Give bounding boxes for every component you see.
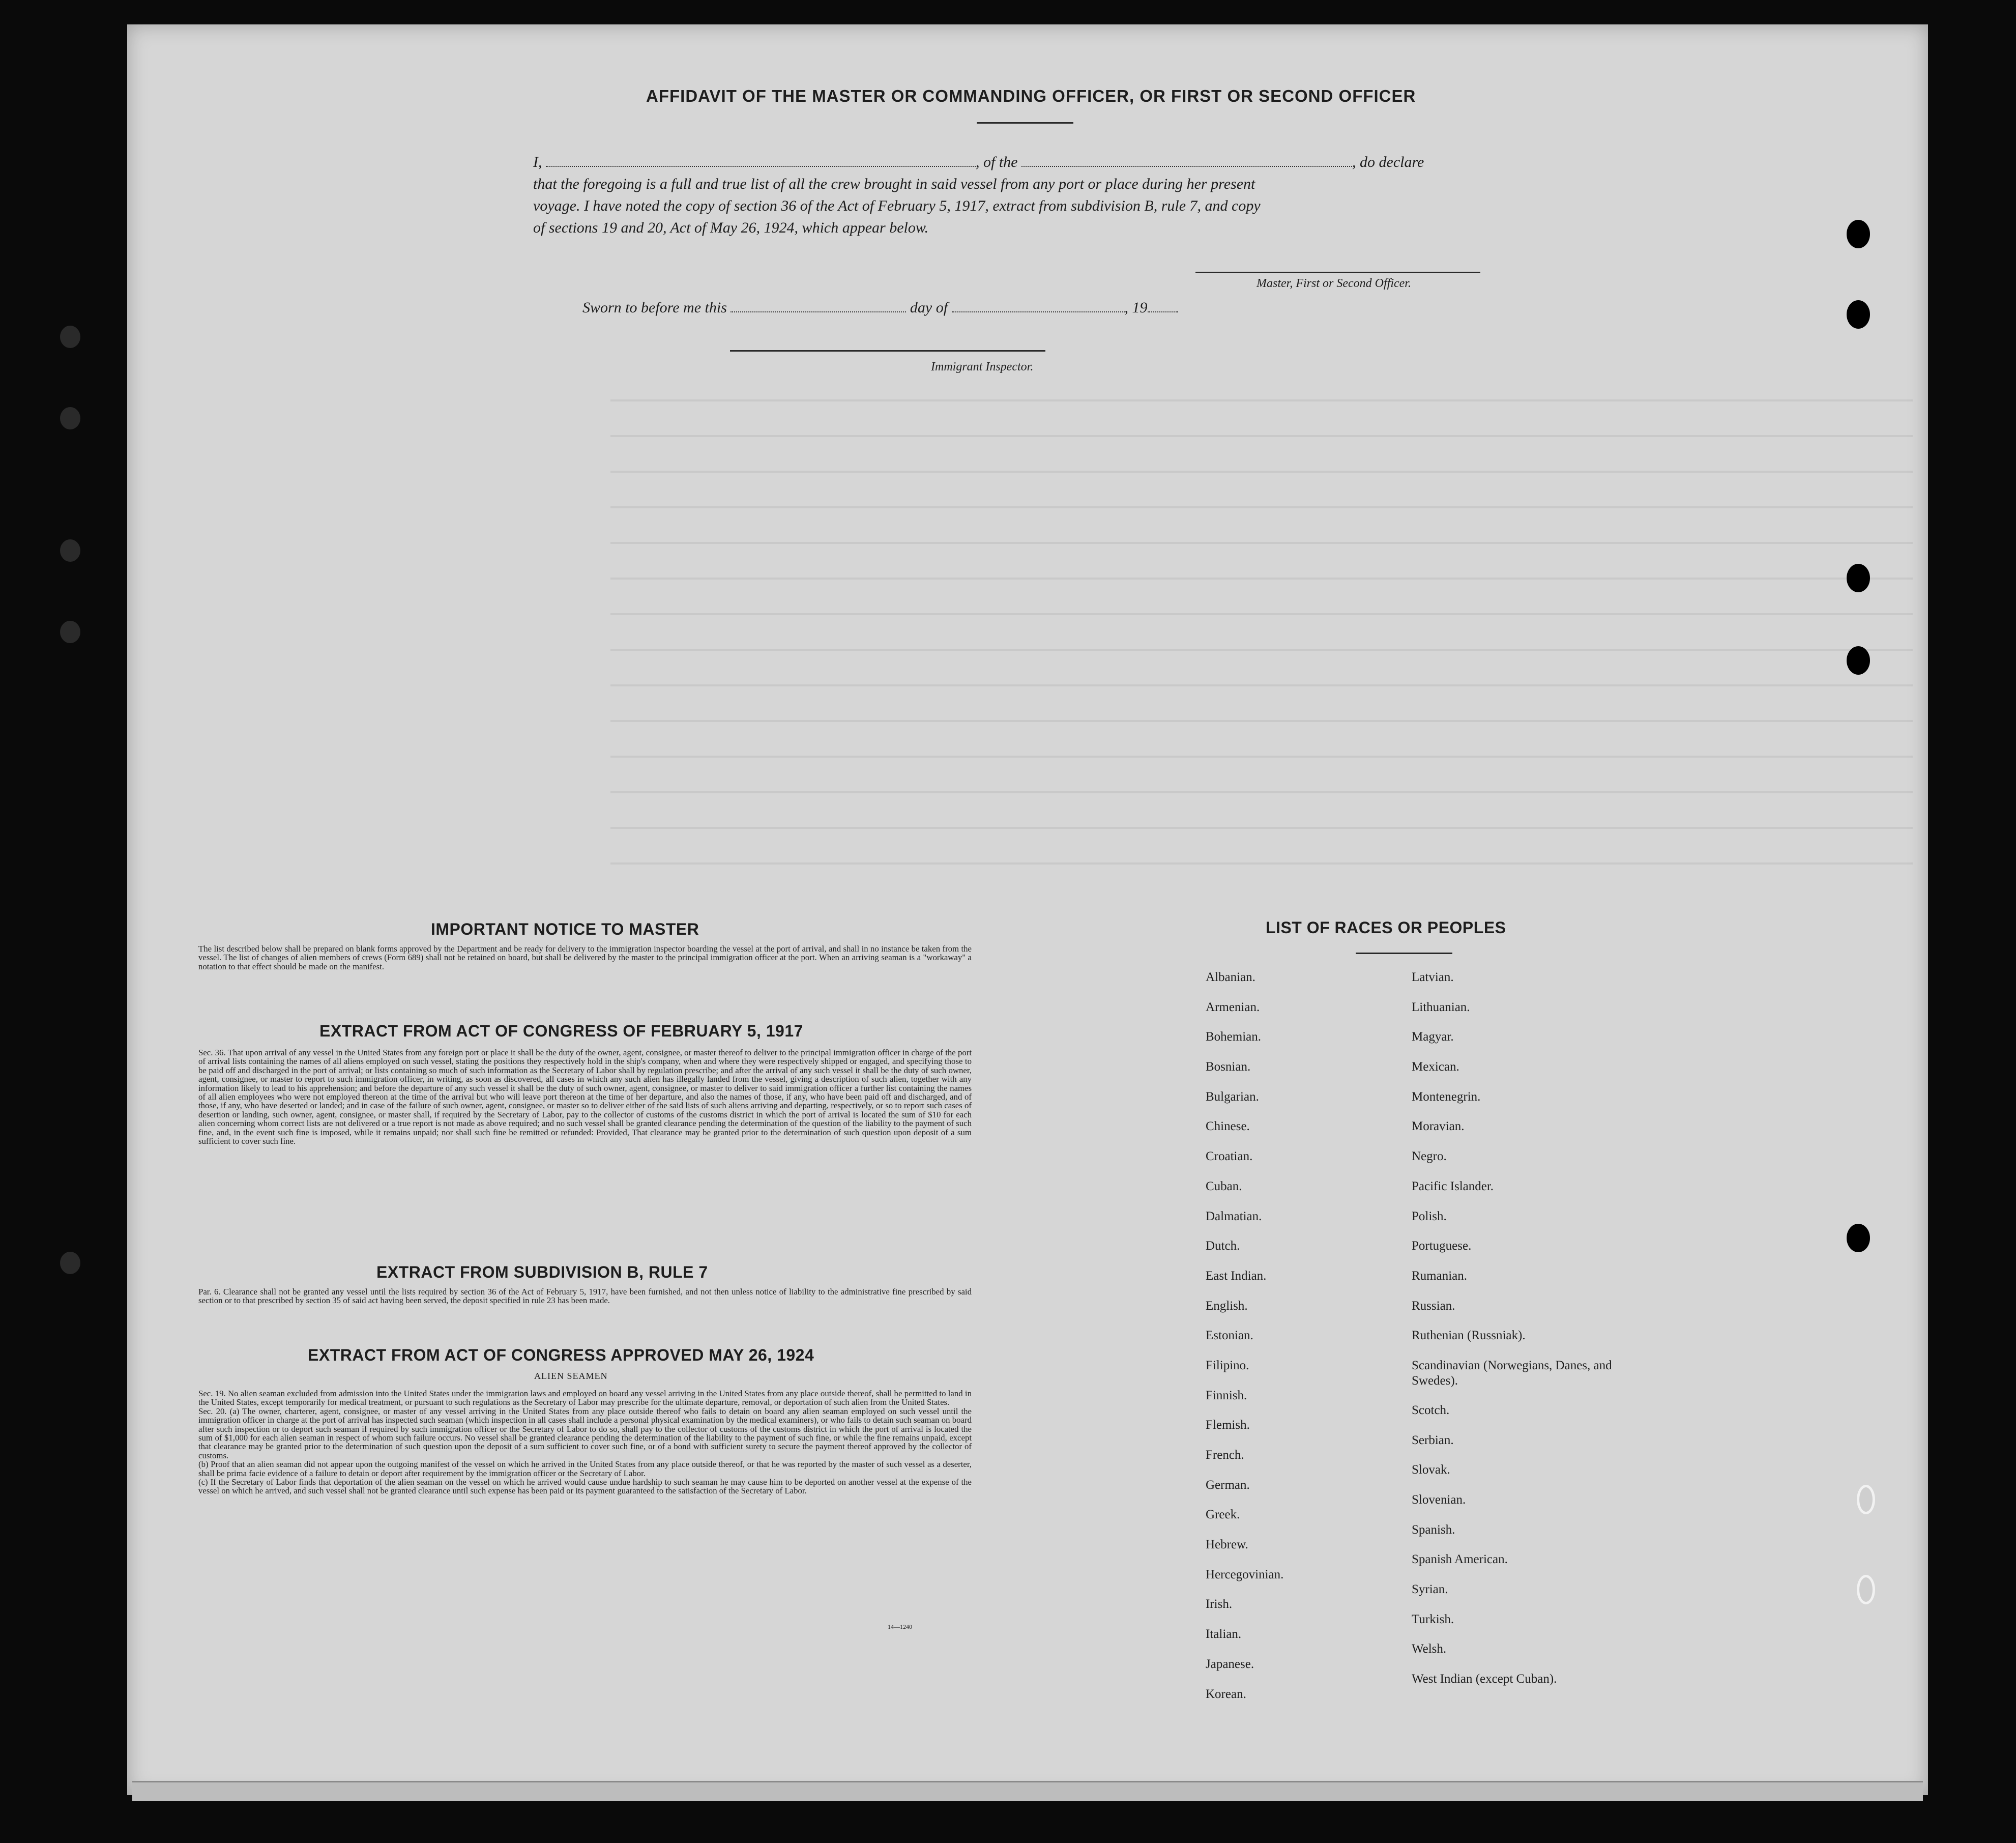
bleed-through-line xyxy=(610,756,1913,758)
race-item: Scandinavian (Norwegians, Danes, and Swedes). xyxy=(1412,1358,1612,1388)
race-item: Flemish. xyxy=(1206,1418,1250,1432)
alien-seamen-subheading: ALIEN SEAMEN xyxy=(534,1371,608,1381)
sworn-day-blank[interactable] xyxy=(731,309,906,312)
ring-hole xyxy=(1857,1575,1875,1604)
race-item: Spanish. xyxy=(1412,1522,1455,1537)
race-item: Serbian. xyxy=(1412,1433,1454,1447)
bleed-through-line xyxy=(610,862,1913,865)
inspector-signature-label: Immigrant Inspector. xyxy=(931,360,1034,373)
race-item: Dalmatian. xyxy=(1206,1209,1262,1223)
vessel-blank[interactable] xyxy=(1021,164,1352,167)
section-20a: Sec. 20. (a) The owner, charterer, agent, consignee, or master of any vessel arriving in the United States from any place outside thereof who fails to detain on board any alien seaman employed on such vessel until the immigration officer in charge at the port of arrival has inspected such seaman (which inspection in all cases shall include a personal physical examination by the medical examiners), or who fails to detain such seaman on board after such inspection or to deport such seaman if required by such immigration officer or the Secretary of Labor to do so, shall pay to the collector of customs of the customs district in which the port of arrival is located the sum of $1,000 for each alien seaman in respect of whom such failure occurs. No vessel shall be granted clearance pending the determination of the liability to the payment of such fine, or while the fine remains unpaid, except that clearance may be granted prior to the determination of such question upon the deposit of a sum sufficient to cover such fine, or of a bond with sufficient surety to secure the payment thereof approved by the collector of customs. xyxy=(198,1406,972,1460)
race-item: Moravian. xyxy=(1412,1119,1465,1134)
race-item: Turkish. xyxy=(1412,1612,1454,1626)
ring-hole xyxy=(1857,1485,1875,1514)
act-1917-heading: EXTRACT FROM ACT OF CONGRESS OF FEBRUARY 5, 1917 xyxy=(319,1022,803,1040)
race-item: Bohemian. xyxy=(1206,1030,1262,1044)
bleed-through-line xyxy=(610,471,1913,473)
name-blank[interactable] xyxy=(546,164,976,167)
margin-hole xyxy=(60,539,80,562)
races-underline xyxy=(1356,953,1452,954)
margin-hole xyxy=(60,326,80,348)
section-19: Sec. 19. No alien seaman excluded from admission into the United States under the immigration laws and employed on board any vessel arriving in the United States from any place outside thereof, shall be permitted to land in the United States, except temporarily for medical treatment, or pursuant to such regulations as the Secretary of Labor may prescribe for the ultimate departure, removal, or deportation of such alien from the United States. xyxy=(198,1389,972,1407)
act-1924-heading: EXTRACT FROM ACT OF CONGRESS APPROVED MAY 26, 1924 xyxy=(308,1346,814,1364)
document-page xyxy=(127,24,1928,1795)
race-item: Magyar. xyxy=(1412,1030,1454,1044)
act-1924-body xyxy=(198,1389,972,1495)
race-item: Korean. xyxy=(1206,1687,1246,1701)
affidavit-line-1 xyxy=(533,154,1424,171)
races-heading: LIST OF RACES OR PEOPLES xyxy=(1266,918,1506,937)
affidavit-line-2: that the foregoing is a full and true list of all the crew brought in said vessel from any port or place during her present xyxy=(533,176,1255,192)
race-item: Russian. xyxy=(1412,1299,1455,1313)
bleed-through-line xyxy=(610,506,1913,508)
race-item: Mexican. xyxy=(1412,1060,1459,1074)
race-item: Dutch. xyxy=(1206,1239,1240,1253)
race-item: West Indian (except Cuban). xyxy=(1412,1672,1557,1686)
bleed-through-line xyxy=(610,542,1913,544)
race-item: Latvian. xyxy=(1412,970,1454,984)
race-item: East Indian. xyxy=(1206,1269,1267,1283)
race-item: English. xyxy=(1206,1299,1248,1313)
affidavit-i-label: I, xyxy=(533,154,542,170)
bleed-through-line xyxy=(610,791,1913,793)
race-item: French. xyxy=(1206,1448,1244,1462)
margin-hole xyxy=(60,1252,80,1274)
section-20b: (b) Proof that an alien seaman did not appear upon the outgoing manifest of the vessel on which he arrived in the United States from any place outside thereof, or that he was reported by the master of such vessel as a deserter, shall be prima facie evidence of a failure to detain or deport after requirement by the immigration officer or the Secretary of Labor. xyxy=(198,1459,972,1478)
race-item: Slovak. xyxy=(1412,1463,1450,1477)
master-signature-label: Master, First or Second Officer. xyxy=(1257,277,1411,290)
affidavit-line-3: voyage. I have noted the copy of section 36 of the Act of February 5, 1917, extract from subdivision B, rule 7, and copy xyxy=(533,197,1261,214)
bleed-through-line xyxy=(610,720,1913,722)
sworn-year-blank[interactable] xyxy=(1148,309,1178,312)
rule-7-heading: EXTRACT FROM SUBDIVISION B, RULE 7 xyxy=(376,1263,708,1281)
bleed-through-line xyxy=(610,827,1913,829)
races-list-left xyxy=(1206,970,1283,1716)
of-the-label: , of the xyxy=(976,154,1018,170)
race-item: Lithuanian. xyxy=(1412,1000,1470,1014)
sworn-line xyxy=(582,299,1178,316)
race-item: Filipino. xyxy=(1206,1358,1249,1372)
race-item: Chinese. xyxy=(1206,1119,1250,1134)
affidavit-title: AFFIDAVIT OF THE MASTER OR COMMANDING OFFICER, OR FIRST OR SECOND OFFICER xyxy=(646,87,1416,105)
year-label: , 19 xyxy=(1124,299,1148,316)
punch-hole xyxy=(1847,220,1870,248)
form-number: 14—1240 xyxy=(888,1623,912,1630)
race-item: Cuban. xyxy=(1206,1179,1242,1193)
race-item: German. xyxy=(1206,1478,1250,1492)
race-item: Japanese. xyxy=(1206,1657,1254,1671)
race-item: Greek. xyxy=(1206,1508,1240,1522)
bleed-through-line xyxy=(610,684,1913,686)
act-1917-body: Sec. 36. That upon arrival of any vessel in the United States from any foreign port or place it shall be the duty of the owner, agent, consignee, or master thereof to deliver to the principal immigration officer in charge of the port of arrival lists containing the names of all aliens employed on such vessel, stating the positions they respectively hold in the ship's company, when and where they were respectively shipped or engaged, and specifying those to be paid off and discharged in the port of arrival; or lists containing so much of such information as the Secretary of Labor shall by regulation prescribe; and after the arrival of any such vessel it shall be the duty of such owner, agent, consignee, or master to report to such immigration officer, in writing, as soon as discovered, all cases in which any such alien has illegally landed from the vessel, giving a description of such alien, together with any information likely to lead to his apprehension; and before the departure of any such vessel it shall be the duty of such owner, agent, consignee, or master to deliver to said immigration officer a further list containing the names of all alien employees who were not employed thereon at the time of the arrival but who will leave port thereon at the time of her departure, and also the names of those, if any, who have been paid off and discharged, and of those, if any, who have deserted or landed; and in case of the failure of such owner, agent, consignee, or master so to deliver either of the said lists of such aliens arriving and departing, respectively, or so to report such cases of desertion or landing, such owner, agent, consignee, or master shall, if required by the Secretary of Labor, pay to the collector of customs of the customs district in which the port of arrival is located the sum of $10 for each alien concerning whom correct lists are not delivered or a true report is not made as above required; and no such vessel shall be granted clearance pending the determination of the question of the liability to the payment of such fine, and, in the event such fine is imposed, while it remains unpaid; nor shall such fine be remitted or refunded: Provided, That clearance may be granted prior to the determination of such question upon deposit of a sum sufficient to cover such fine. xyxy=(198,1048,972,1146)
race-item: Bulgarian. xyxy=(1206,1089,1259,1104)
punch-hole xyxy=(1847,564,1870,592)
race-item: Estonian. xyxy=(1206,1329,1253,1343)
race-item: Armenian. xyxy=(1206,1000,1260,1014)
sworn-month-blank[interactable] xyxy=(952,309,1125,312)
section-20c: (c) If the Secretary of Labor finds that deportation of the alien seaman on the vessel on which he arrived would cause undue hardship to such seaman he may cause him to be deported on another vessel at the expense of the vessel on which he arrived, and such vessel shall not be granted clearance until such expense has been paid or its payment guaranteed to the satisfaction of the Secretary of Labor. xyxy=(198,1477,972,1496)
bleed-through-line xyxy=(610,613,1913,615)
race-item: Montenegrin. xyxy=(1412,1089,1481,1104)
punch-hole xyxy=(1847,300,1870,329)
race-item: Portuguese. xyxy=(1412,1239,1472,1253)
race-item: Irish. xyxy=(1206,1597,1233,1611)
race-item: Pacific Islander. xyxy=(1412,1179,1494,1193)
sworn-label: Sworn to before me this xyxy=(582,299,727,316)
race-item: Albanian. xyxy=(1206,970,1255,984)
race-item: Rumanian. xyxy=(1412,1269,1468,1283)
title-underline xyxy=(977,122,1073,124)
races-list-right xyxy=(1412,970,1615,1702)
race-item: Croatian. xyxy=(1206,1149,1253,1164)
race-item: Spanish American. xyxy=(1412,1552,1508,1567)
punch-hole xyxy=(1847,1224,1870,1252)
race-item: Bosnian. xyxy=(1206,1060,1251,1074)
margin-hole xyxy=(60,621,80,643)
inspector-signature-line[interactable] xyxy=(730,350,1045,352)
day-of-label: day of xyxy=(910,299,948,316)
affidavit-line-4: of sections 19 and 20, Act of May 26, 1924, which appear below. xyxy=(533,219,929,236)
notice-body: The list described below shall be prepared on blank forms approved by the Department and be ready for delivery to the immigration inspector boarding the vessel at the port of arrival, and shall in no instance be taken from the vessel. The list of changes of alien members of crews (Form 689) shall not be retained on board, but shall be delivered by the master to the principal immigration officer at the port. When an arriving seaman is a "workaway" a notation to that effect should be made on the manifest. xyxy=(198,944,972,971)
page-bottom-edge xyxy=(132,1781,1923,1801)
race-item: Hercegovinian. xyxy=(1206,1567,1284,1581)
bleed-through-line xyxy=(610,399,1913,401)
bleed-through-line xyxy=(610,578,1913,580)
race-item: Ruthenian (Russniak). xyxy=(1412,1329,1526,1343)
rule-7-body: Par. 6. Clearance shall not be granted any vessel until the lists required by section 36 of the Act of February 5, 1917, have been furnished, and not then unless notice of liability to the administrative fine prescribed by said section or to that prescribed by section 35 of said act having been served, the deposit specified in rule 23 has been made. xyxy=(198,1287,972,1306)
race-item: Finnish. xyxy=(1206,1388,1247,1402)
race-item: Polish. xyxy=(1412,1209,1447,1223)
race-item: Slovenian. xyxy=(1412,1493,1466,1507)
bleed-through-line xyxy=(610,435,1913,437)
punch-hole xyxy=(1847,646,1870,675)
race-item: Syrian. xyxy=(1412,1582,1448,1597)
bleed-through-line xyxy=(610,649,1913,651)
race-item: Italian. xyxy=(1206,1627,1242,1642)
race-item: Hebrew. xyxy=(1206,1538,1248,1552)
race-item: Scotch. xyxy=(1412,1403,1450,1417)
notice-heading: IMPORTANT NOTICE TO MASTER xyxy=(431,920,699,938)
master-signature-line[interactable] xyxy=(1195,272,1480,273)
margin-hole xyxy=(60,407,80,429)
race-item: Negro. xyxy=(1412,1149,1447,1164)
race-item: Welsh. xyxy=(1412,1642,1447,1656)
declare-label: , do declare xyxy=(1352,154,1424,170)
